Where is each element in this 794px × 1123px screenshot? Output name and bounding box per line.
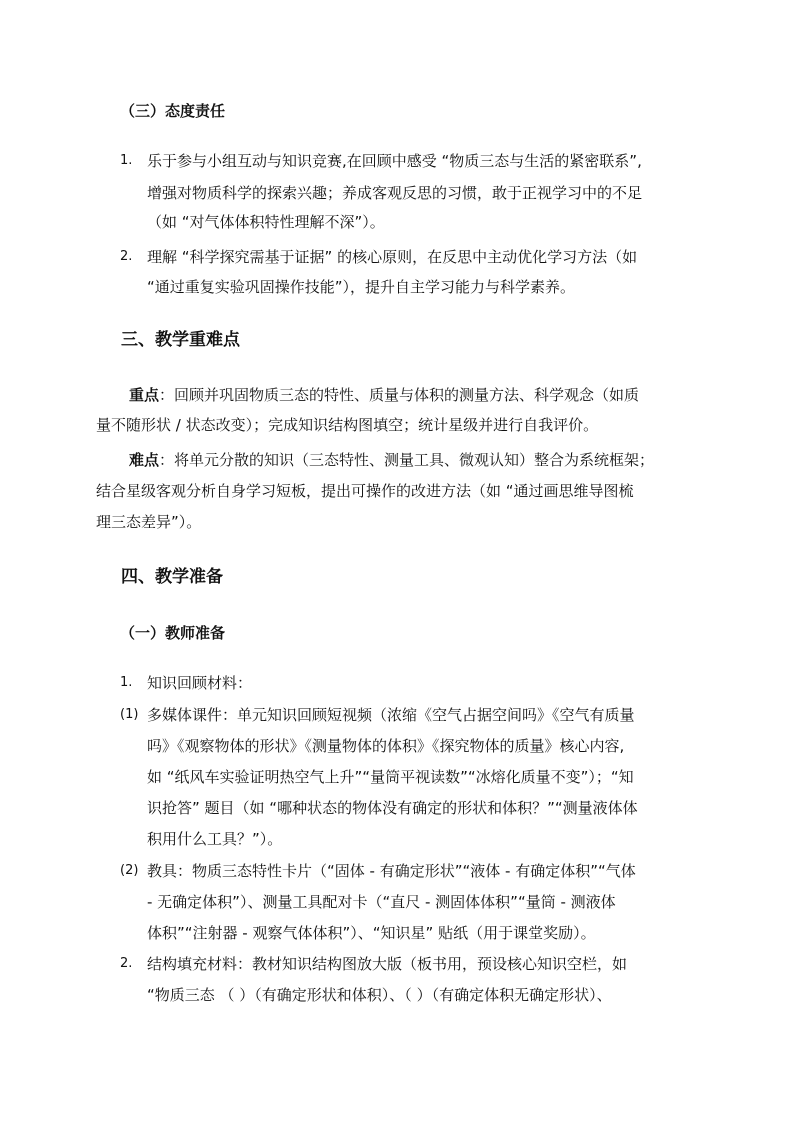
text-line: 识抢答” 题目（如 “哪种状态的物体没有确定的形状和体积？”“测量液体体 (147, 799, 638, 817)
key-point-text: ：回顾并巩固物质三态的特性、质量与体积的测量方法、科学观念（如质 (159, 386, 640, 404)
sub-list-number: (1) (120, 707, 139, 722)
key-point-line (129, 384, 639, 406)
text-line: 乐于参与小组互动与知识竞赛,在回顾中感受 “物质三态与生活的紧密联系”, (147, 152, 642, 170)
text-line: 积用什么工具？”）。 (147, 830, 283, 848)
text-line: 教具：物质三态特性卡片（“固体 - 有确定形状”“液体 - 有确定体积”“气体 (147, 862, 636, 880)
key-point-label: 重点 (129, 386, 160, 404)
text-line: 体积”“注射器 - 观察气体体积”）、“知识星” 贴纸（用于课堂奖励）。 (147, 924, 596, 942)
text-line: 理解 “科学探究需基于证据” 的核心原则，在反思中主动优化学习方法（如 (147, 248, 638, 266)
text-line: - 无确定体积”）、测量工具配对卡（“直尺 - 测固体体积”“量筒 - 测液体 (147, 893, 616, 911)
section-preparation-title: 四、教学准备 (121, 567, 223, 587)
difficult-point-label: 难点 (129, 451, 160, 469)
list-number: 2. (120, 249, 133, 264)
list-number: 1. (120, 675, 133, 690)
section-key-points-title: 三、教学重难点 (121, 330, 240, 350)
text-line: 结合星级客观分析自身学习短板，提出可操作的改进方法（如 “通过画思维导图梳 (96, 482, 634, 500)
list-number: 2. (120, 956, 133, 971)
text-line: 多媒体课件：单元知识回顾短视频（浓缩《空气占据空间吗》《空气有质量 (147, 706, 635, 724)
text-line: （如 “对气体体积特性理解不深”）。 (147, 213, 385, 231)
section-attitude-title: （三）态度责任 (120, 102, 226, 120)
text-line: 知识回顾材料： (147, 674, 253, 692)
difficult-point-text: ：将单元分散的知识（三态特性、测量工具、微观认知）整合为系统框架； (159, 451, 655, 469)
text-line: 量不随形状 / 状态改变）；完成知识结构图填空；统计星级并进行自我评价。 (96, 416, 599, 434)
text-line: “物质三态 （ ）（有确定形状和体积）、（ ）（有确定体积无确定形状）、 (147, 986, 612, 1004)
text-line: 如 “纸风车实验证明热空气上升”“量筒平视读数”“冰熔化质量不变”）；“知 (147, 768, 634, 786)
sub-list-number: (2) (120, 863, 139, 878)
text-line: 结构填充材料：教材知识结构图放大版（板书用，预设核心知识空栏，如 (147, 955, 628, 973)
text-line: 吗》《观察物体的形状》《测量物体的体积》《探究物体的质量》核心内容, (147, 737, 625, 755)
list-number: 1. (120, 153, 133, 168)
teacher-preparation-title: （一）教师准备 (120, 624, 226, 642)
text-line: 增强对物质科学的探索兴趣；养成客观反思的习惯，敢于正视学习中的不足 (147, 184, 643, 202)
difficult-point-line (129, 449, 654, 471)
text-line: 理三态差异”）。 (96, 513, 202, 531)
text-line: “通过重复实验巩固操作技能”），提升自主学习能力与科学素养。 (147, 278, 576, 296)
